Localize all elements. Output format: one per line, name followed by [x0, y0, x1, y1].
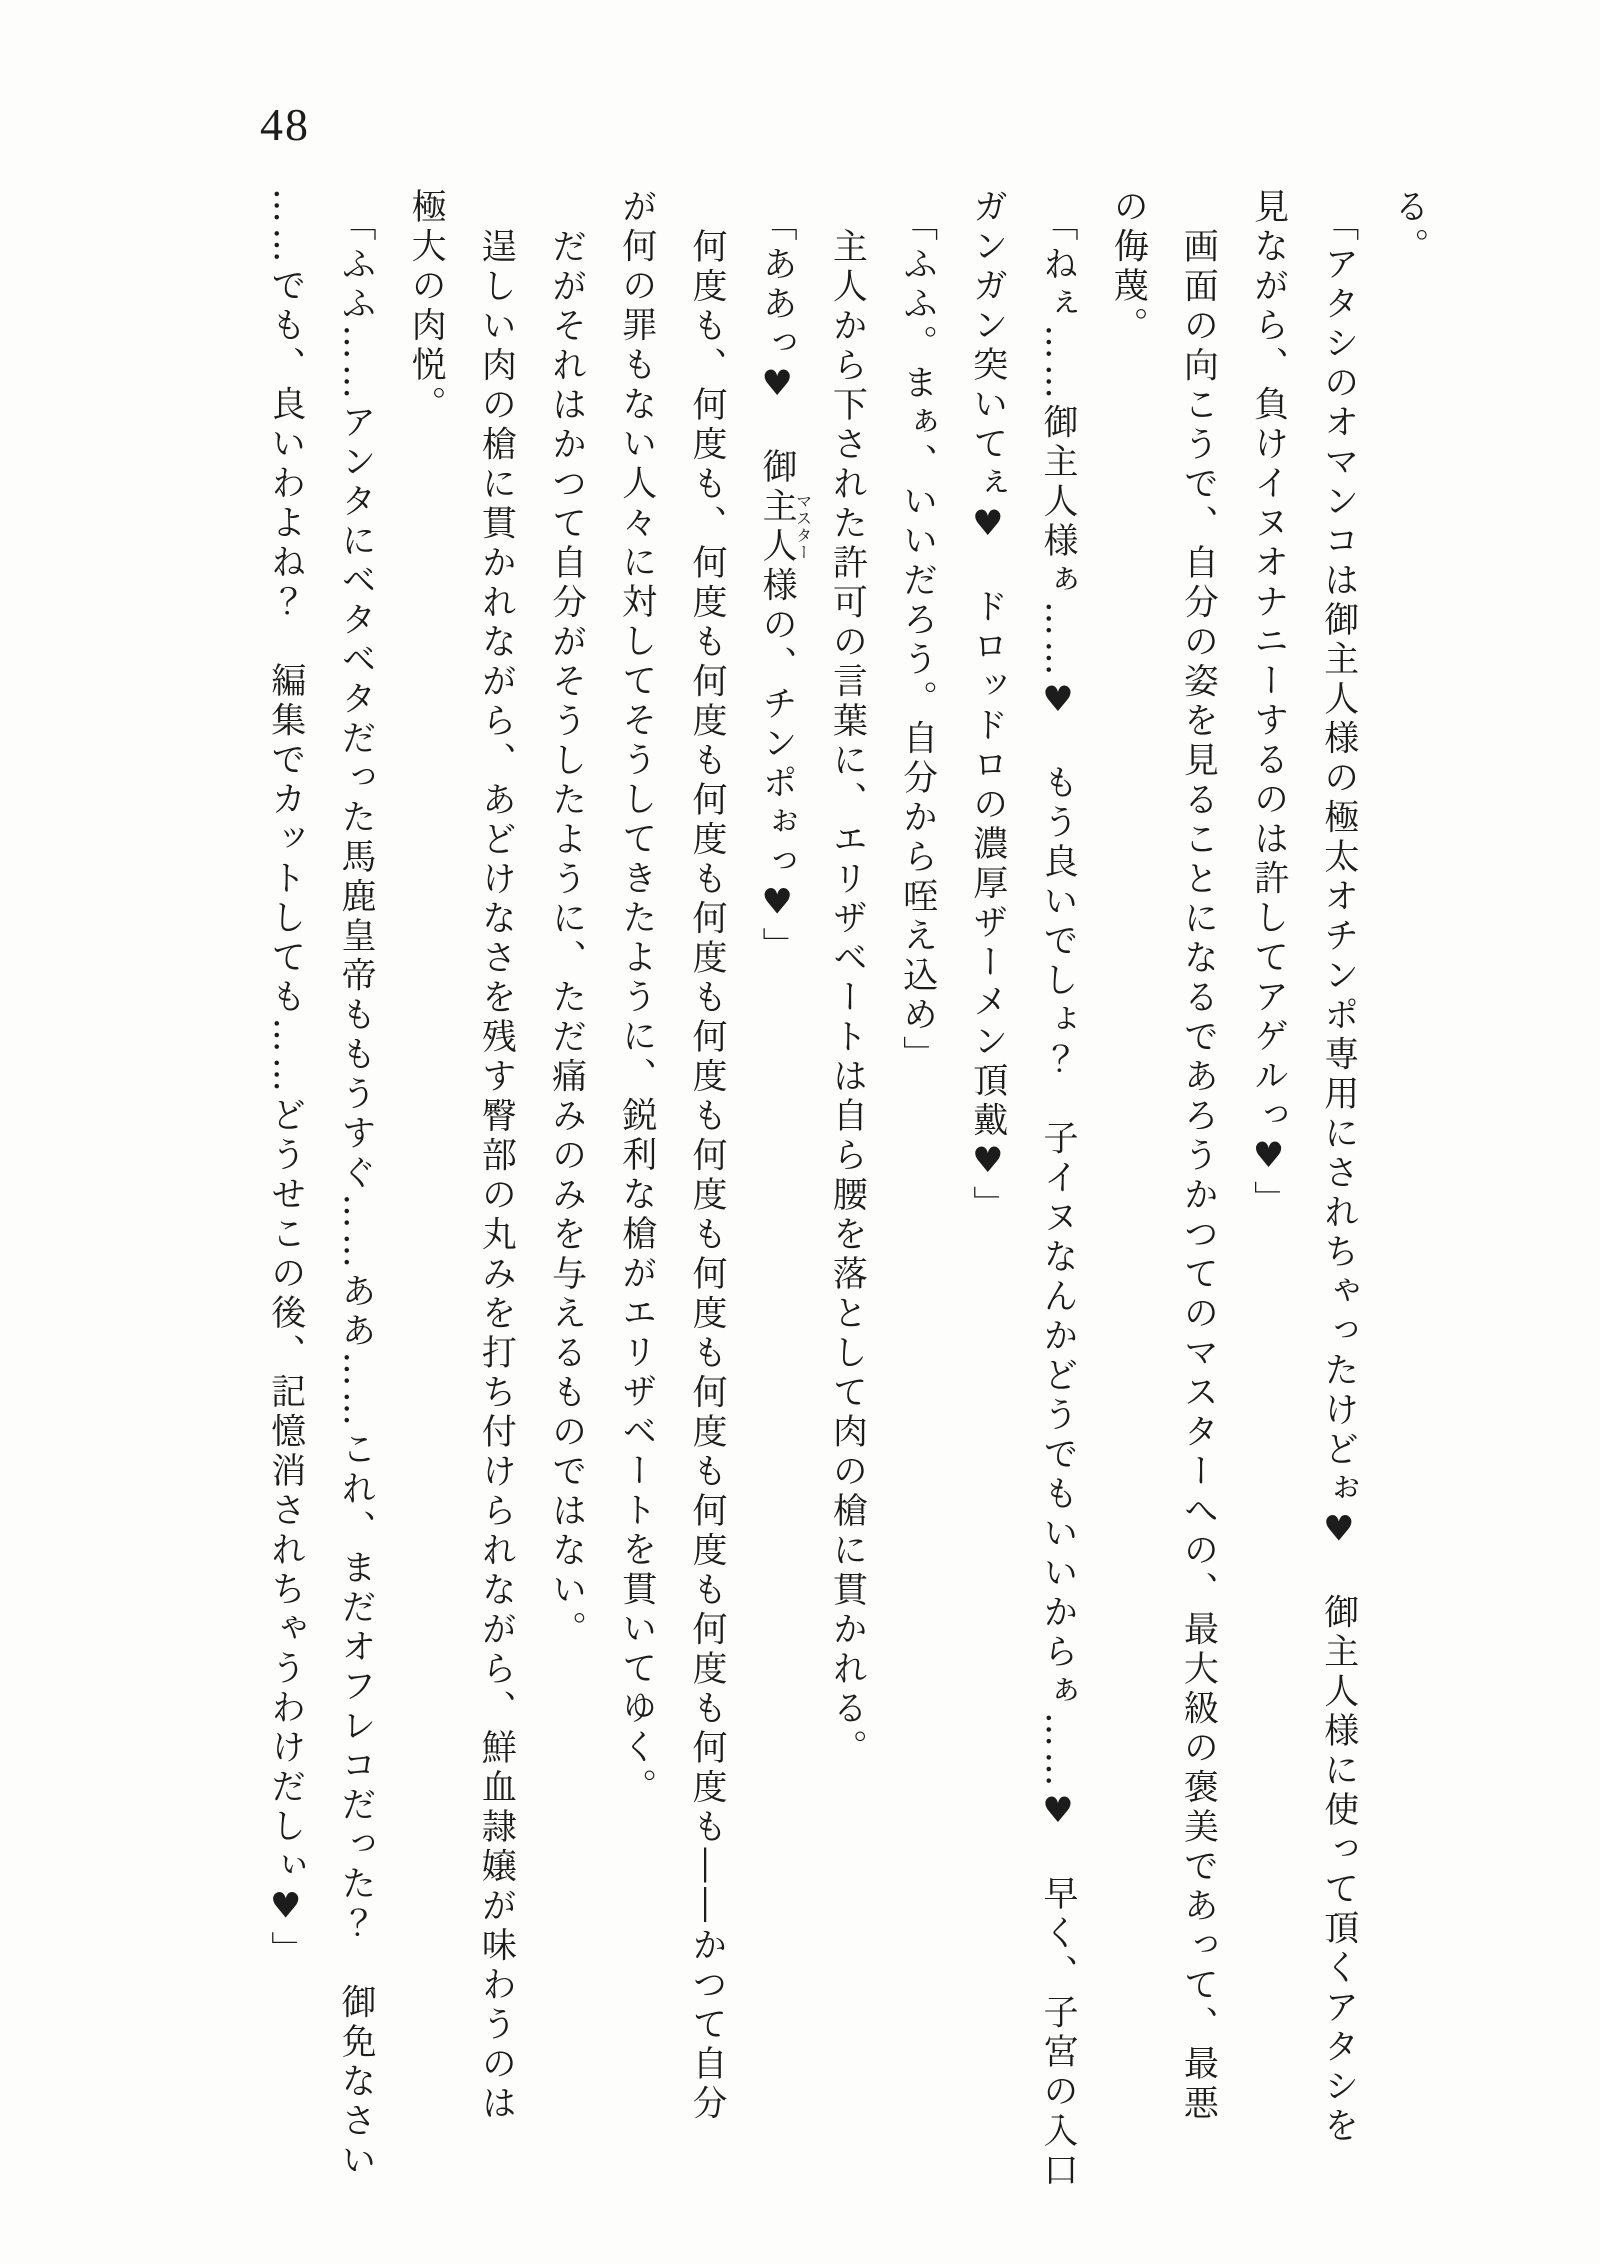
- text-column-17: [251, 188, 321, 2178]
- text-column-14: [461, 188, 531, 2178]
- text-column-11: [672, 188, 742, 2178]
- text-column-1: [1374, 188, 1444, 2178]
- text-run: 極大の肉悦。: [406, 188, 447, 425]
- text-run: 「ふふ……アンタにベタベタだった馬鹿皇帝ももうすぐ……ああ……これ、まだオフレコだった？ 御免なさい: [335, 206, 376, 2181]
- text-column-10: [742, 188, 812, 2178]
- text-column-2: [1304, 188, 1374, 2178]
- text-column-7: [953, 188, 1023, 2178]
- text-run: 逞しい肉の槍に貫かれながら、あどけなさを残す臀部の丸みを打ち付けられながら、鮮血隷嬢が味わうのは: [476, 228, 517, 2124]
- text-column-15: [391, 188, 461, 2178]
- heart-icon: ♥: [1248, 1136, 1289, 1181]
- text-column-12: [602, 188, 672, 2178]
- text-run: る。: [1389, 188, 1429, 267]
- text-run: 」: [757, 927, 798, 967]
- heart-icon: ♥: [967, 1141, 1008, 1186]
- text-run: が何の罪もない人々に対してそうしてきたように、鋭利な槍がエリザベートを貫いてゆく。: [616, 188, 657, 1808]
- text-run: 「ねぇ……御主人様ぁ……: [1037, 206, 1078, 680]
- text-run: 」: [1248, 1180, 1289, 1220]
- text-column-9: [812, 188, 882, 2178]
- heart-icon: ♥: [265, 1886, 306, 1931]
- text-column-16: [321, 188, 391, 2181]
- text-run: 見ながら、負けイヌオナニーするのは許してアゲルっ: [1248, 188, 1289, 1136]
- heart-icon: ♥: [1037, 680, 1078, 725]
- text-run: の侮蔑。: [1108, 188, 1149, 346]
- text-run: ドロッドロの濃厚ザーメン頂戴: [967, 548, 1008, 1141]
- text-run: 画面の向こうで、自分の姿を見ることになるであろうかつてのマスターへの、最大級の褒美であって、最悪: [1178, 228, 1219, 2124]
- text-run: 」: [265, 1931, 306, 1971]
- text-run: 」: [967, 1185, 1008, 1225]
- page-number: 48: [260, 99, 310, 150]
- text-run: だがそれはかつて自分がそうしたように、ただ痛みのみを与えるものではない。: [546, 228, 587, 1650]
- text-column-4: [1163, 188, 1233, 2178]
- text-column-6: [1023, 188, 1093, 2191]
- heart-icon: ♥: [1318, 1509, 1359, 1554]
- text-column-3: [1233, 188, 1303, 2178]
- heart-icon: ♥: [757, 882, 798, 927]
- text-run: 御主人様に使って頂くアタシを: [1318, 1554, 1359, 2147]
- heart-icon: ♥: [757, 364, 798, 409]
- text-run: の、チンポぉっ: [757, 606, 798, 883]
- text-run: 主人から下された許可の言葉に、エリザベートは自ら腰を落として肉の槍に貫かれる。: [827, 228, 868, 1769]
- heart-icon: ♥: [967, 504, 1008, 549]
- text-run: ……でも、良いわよね？ 編集でカットしても……どうせこの後、記憶消されちゃうわけだしぃ: [265, 188, 306, 1887]
- text-run: 「アタシのオマンコは御主人様の極太オチンポ専用にされちゃったけどぉ: [1318, 206, 1359, 1510]
- vertical-text-block: [250, 188, 1444, 2191]
- ruby-annotated-word: 御主人様マスター: [757, 448, 813, 606]
- text-column-13: [531, 188, 601, 2178]
- text-run: 「ふふ。まぁ、いいだろう。自分から咥え込め」: [897, 206, 938, 1075]
- text-run: [757, 409, 797, 449]
- heart-icon: ♥: [1037, 1791, 1078, 1836]
- text-run: 何度も、何度も、何度も何度も何度も何度も何度も何度も何度も何度も何度も何度も何度も――かつて自分: [686, 228, 727, 2124]
- text-column-5: [1093, 188, 1163, 2178]
- text-run: もう良いでしょ？ 子イヌなんかどうでもいいからぁ……: [1037, 724, 1078, 1791]
- ruby-annotation: マスター: [793, 448, 813, 606]
- text-column-8: [882, 188, 952, 2178]
- text-run: ガンガン突いてぇ: [967, 188, 1008, 504]
- text-run: 早く、子宮の入口: [1037, 1835, 1078, 2191]
- text-run: 「ああっ: [757, 206, 798, 364]
